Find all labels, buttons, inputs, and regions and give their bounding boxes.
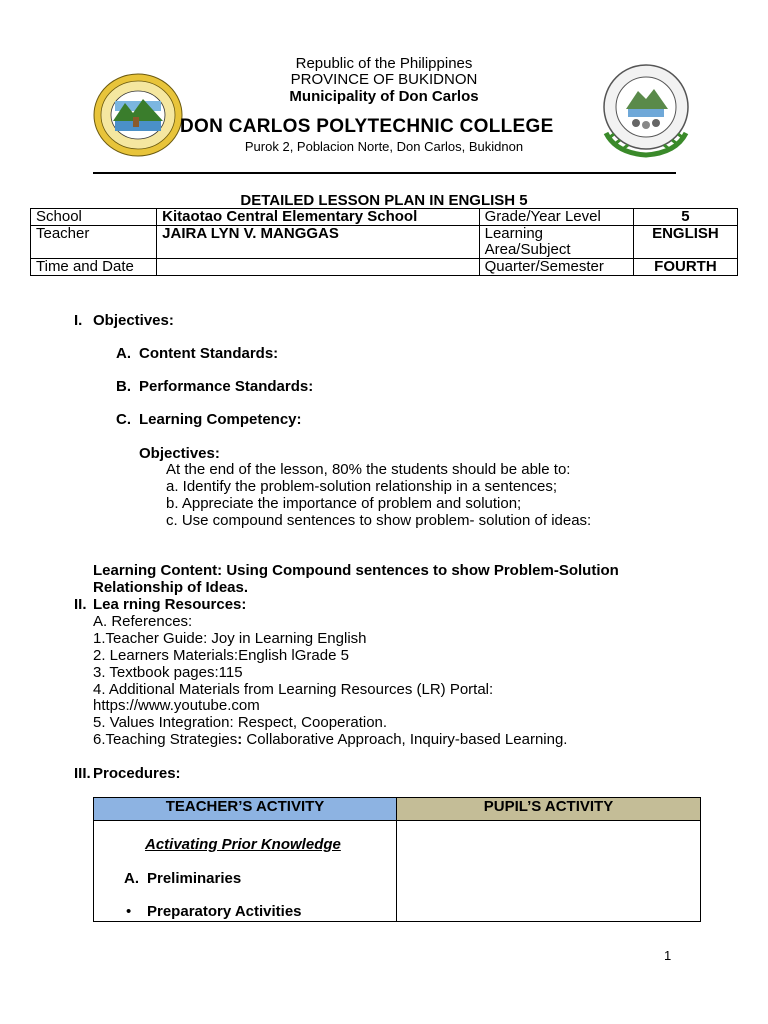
procedures-header-row — [94, 798, 701, 821]
learning-content-line1: Learning Content: Using Compound sentences to show Problem-Solution — [93, 562, 619, 579]
document-title: DETAILED LESSON PLAN IN ENGLISH 5 — [240, 192, 528, 209]
objective-c-number: C. — [116, 411, 131, 428]
teaching-strategies-label: 6.Teaching Strategies — [93, 731, 238, 748]
quarter-value: FOURTH — [633, 259, 737, 276]
info-row-time — [31, 259, 738, 276]
resource-item: 1.Teacher Guide: Joy in Learning English — [93, 630, 367, 647]
teaching-strategies-colon: : — [237, 731, 243, 748]
area-label-line2: Area/Subject — [484, 241, 571, 258]
preliminaries-number: A. — [124, 870, 139, 887]
header-divider — [93, 172, 676, 174]
learning-content-line2: Relationship of Ideas. — [93, 579, 249, 596]
teacher-activity-header: TEACHER’S ACTIVITY — [94, 798, 397, 821]
time-label: Time and Date — [31, 259, 157, 276]
province-line: PROVINCE OF BUKIDNON — [290, 71, 478, 88]
area-label-line1: Learning — [484, 225, 544, 242]
section-3-number: III. — [74, 765, 91, 782]
bullet-icon: • — [126, 903, 132, 920]
resource-item: 3. Textbook pages:115 — [93, 664, 243, 681]
objective-a-number: A. — [116, 345, 131, 362]
section-1-heading: Objectives: — [93, 312, 174, 329]
municipality-line: Municipality of Don Carlos — [289, 88, 479, 105]
resource-url: https://www.youtube.com — [93, 697, 260, 714]
teacher-activity-cell — [94, 821, 397, 922]
teacher-label: Teacher — [31, 226, 157, 259]
section-2-heading: Lea rning Resources: — [93, 596, 247, 613]
area-label — [479, 226, 633, 259]
college-address: Purok 2, Poblacion Norte, Don Carlos, Bukidnon — [244, 139, 524, 154]
objective-item: b. Appreciate the importance of problem and solution; — [166, 495, 522, 512]
resource-item: A. References: — [93, 613, 193, 630]
time-value — [157, 259, 479, 276]
procedures-body-row — [94, 821, 701, 922]
teaching-strategies-value: Collaborative Approach, Inquiry-based Learning. — [242, 731, 568, 748]
resource-item: 4. Additional Materials from Learning Resources (LR) Portal: — [93, 681, 494, 698]
page-number: 1 — [664, 948, 672, 963]
objectives-intro: At the end of the lesson, 80% the students should be able to: — [166, 461, 571, 478]
section-2-number: II. — [74, 596, 87, 613]
objectives-subheading: Objectives: — [139, 445, 220, 462]
pupil-activity-header: PUPIL’S ACTIVITY — [397, 798, 701, 821]
section-1-number: I. — [74, 312, 83, 329]
info-row-teacher — [31, 226, 738, 259]
teaching-strategies-line — [93, 731, 567, 748]
preliminaries-heading: Preliminaries — [147, 870, 242, 887]
performance-standards-heading: Performance Standards: — [139, 378, 314, 395]
teacher-value: JAIRA LYN V. MANGGAS — [157, 226, 479, 259]
objective-item: c. Use compound sentences to show problem- solution of ideas: — [166, 512, 592, 529]
learning-competency-heading: Learning Competency: — [139, 411, 302, 428]
resource-item: 2. Learners Materials:English lGrade 5 — [93, 647, 349, 664]
republic-line: Republic of the Philippines — [295, 55, 473, 72]
resource-item: 5. Values Integration: Respect, Cooperation. — [93, 714, 388, 731]
quarter-label: Quarter/Semester — [479, 259, 633, 276]
school-label: School — [31, 209, 157, 226]
procedures-table — [93, 797, 701, 922]
objective-item: a. Identify the problem-solution relationship in a sentences; — [166, 478, 558, 495]
info-row-school — [31, 209, 738, 226]
section-3-heading: Procedures: — [93, 765, 181, 782]
school-value: Kitaotao Central Elementary School — [157, 209, 479, 226]
pupil-activity-cell — [397, 821, 701, 922]
activating-prior-knowledge: Activating Prior Knowledge — [145, 836, 341, 853]
college-name: DON CARLOS POLYTECHNIC COLLEGE — [180, 116, 554, 137]
lesson-info-table — [30, 208, 738, 276]
objective-b-number: B. — [116, 378, 131, 395]
area-value: ENGLISH — [633, 226, 737, 259]
grade-label: Grade/Year Level — [479, 209, 633, 226]
grade-value: 5 — [633, 209, 737, 226]
content-standards-heading: Content Standards: — [139, 345, 279, 362]
preparatory-activities: Preparatory Activities — [147, 903, 302, 920]
